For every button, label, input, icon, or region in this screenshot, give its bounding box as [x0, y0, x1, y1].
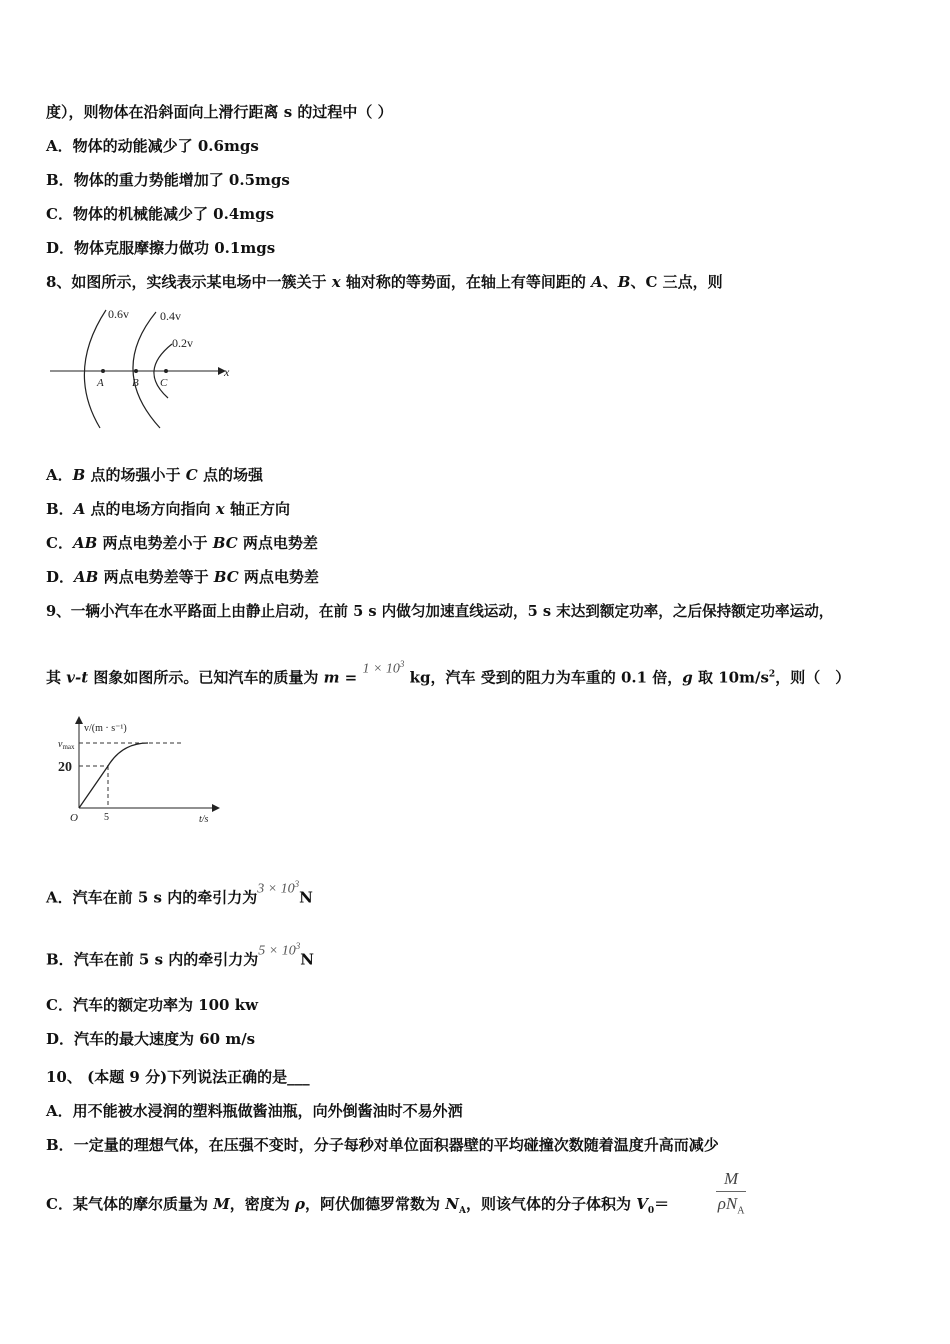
axis-x-label: x: [224, 365, 230, 379]
q9-stem-line1: 9、一辆小汽车在水平路面上由静止启动，在前 5 s 内做匀加速直线运动，5 s 末达到额定功率，之后保持额定功率运动，: [46, 603, 834, 620]
force-formula-b: $5 \times 10^3$: [258, 941, 301, 959]
point-a-label: A: [97, 377, 104, 389]
point-b-label: B: [132, 377, 139, 389]
q10-option-c: C．某气体的摩尔质量为 M，密度为 ρ，阿伏伽德罗常数为 $N_A$，则该气体的分子体积为 $V_0=$: [46, 1195, 670, 1216]
label-0.2v: 0.2v: [172, 336, 193, 350]
x-axis-arrow-icon: [212, 804, 220, 812]
force-formula-a: $3 \times 10^3$: [257, 879, 300, 897]
q9-option-d: D．汽车的最大速度为 60 m/s: [46, 1030, 256, 1048]
q8-option-c: C．AB 两点电势差小于 BC 两点电势差: [46, 534, 318, 552]
q9-option-a: A．汽车在前 5 s 内的牵引力为$3 \times 10^3N$: [46, 884, 313, 910]
q9-vt-graph: [52, 714, 232, 829]
q8-equipotential-figure: [46, 302, 246, 434]
equipotential-0.6v: [84, 310, 106, 428]
molecular-volume-fraction: [716, 1169, 746, 1216]
x5-label: 5: [104, 812, 109, 823]
q7-option-a: A．物体的动能减少了 0.6mgs: [46, 137, 259, 155]
q10-option-b: B．一定量的理想气体，在压强不变时，分子每秒对单位面积器壁的平均碰撞次数随着温度升高而减少: [46, 1136, 719, 1154]
y20-label: 20: [58, 760, 72, 775]
label-0.6v: 0.6v: [108, 307, 129, 321]
fraction-denominator: $\rho N_A$: [717, 1194, 745, 1217]
q10-stem: 10、 (本题 9 分)下列说法正确的是___: [46, 1068, 310, 1086]
mass-formula: $1 \times 10^3$: [362, 659, 405, 677]
q7-option-d: D．物体克服摩擦力做功 0.1mgs: [46, 239, 276, 257]
origin-label: O: [70, 812, 78, 824]
q8-stem: 8、如图所示，实线表示某电场中一簇关于 x 轴对称的等势面，在轴上有等间距的 A、B、C 三点，则: [46, 273, 723, 291]
q10-option-a: A．用不能被水浸润的塑料瓶做酱油瓶，向外倒酱油时不易外洒: [46, 1102, 463, 1120]
q8-option-a: A．B 点的场强小于 C 点的场强: [46, 466, 263, 484]
q8-option-b: B．A 点的电场方向指向 x 轴正方向: [46, 500, 290, 518]
point-b-dot: [134, 369, 138, 373]
x-axis-label: t/s: [199, 814, 209, 825]
q9-option-b: B．汽车在前 5 s 内的牵引力为$5 \times 10^3N$: [46, 946, 314, 972]
point-c-dot: [164, 369, 168, 373]
point-c-label: C: [160, 377, 168, 389]
q9-stem-line2: 其 v-t 图象如图所示。已知汽车的质量为 $m = 1 \times 10^3$ kg，汽车 受到的阻力为车重的 0.1 倍，g 取 $10m/s^2$，则（ ）: [46, 664, 850, 690]
fraction-bar: [716, 1191, 746, 1192]
label-0.4v: 0.4v: [160, 309, 181, 323]
q7-option-b: B．物体的重力势能增加了 0.5mgs: [46, 171, 290, 189]
q7-option-c: C．物体的机械能减少了 0.4mgs: [46, 205, 275, 223]
velocity-curve: [79, 743, 148, 808]
y-axis-label: v/(m · s⁻¹): [84, 723, 127, 734]
y-axis-arrow-icon: [75, 716, 83, 724]
q9-option-c: C．汽车的额定功率为 100 kw: [46, 996, 259, 1014]
point-a-dot: [101, 369, 105, 373]
fraction-numerator: M: [724, 1169, 739, 1188]
vmax-label: $v_{max}$: [58, 739, 75, 751]
q7-stem-tail: 度），则物体在沿斜面向上滑行距离 s 的过程中（ ）: [46, 103, 393, 121]
q8-option-d: D．AB 两点电势差等于 BC 两点电势差: [46, 568, 319, 586]
